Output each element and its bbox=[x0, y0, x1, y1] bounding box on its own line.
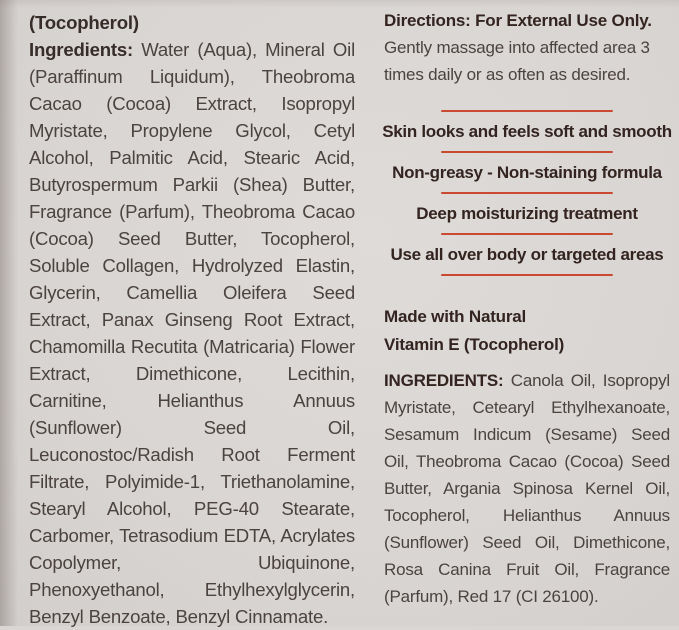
claim-text: Use all over body or targeted areas bbox=[390, 245, 664, 264]
ingredients-label: Ingredients: bbox=[29, 39, 134, 60]
made-with-heading bbox=[384, 303, 670, 359]
claims-section bbox=[384, 110, 670, 276]
ingredients-label-uppercase: INGREDIENTS: bbox=[384, 371, 504, 390]
left-ingredients-column bbox=[29, 9, 355, 630]
claim-text: Deep moisturizing treatment bbox=[416, 204, 638, 223]
vitamin-e-ingredients-paragraph bbox=[384, 367, 670, 610]
tocopherol-heading-fragment: (Tocopherol) bbox=[29, 12, 139, 33]
made-with-line-2: Vitamin E (Tocopherol) bbox=[384, 335, 565, 354]
made-with-line-1: Made with Natural bbox=[384, 307, 527, 326]
divider-line bbox=[441, 274, 613, 276]
claim-text: Skin looks and feels soft and smooth bbox=[382, 122, 672, 141]
ingredients-list: Water (Aqua), Mineral Oil (Paraffinum Liquidum), Theobroma Cacao (Cocoa) Extract, Isopropyl Myristate, Propylene Glycol, Cetyl Alcohol, Palmitic Acid, Stearic Acid, Butyrospermum Parkii (Shea) Butter, Fragrance (Parfum), Theobroma Cacao (Cocoa) Seed Butter, Tocopherol, Soluble Collagen, Hydrolyzed Elastin, Glycerin, Camellia Oleifera Seed Extract, Panax Ginseng Root Extract, Chamomilla Recutita (Matricaria) Flower Extract, Dimethicone, Lecithin, Carnitine, Helianthus Annuus (Sunflower) Seed Oil, Leuconostoc/Radish Root Ferment Filtrate, Polyimide-1, Triethanolamine, Stearyl Alcohol, PEG-40 Stearate, Carbomer, Tetrasodium EDTA, Acrylates Copolymer, Ubiquinone, Phenoxyethanol, Ethylhexylglycerin, Benzyl Benzoate, Benzyl Cinnamate. bbox=[29, 39, 356, 627]
right-info-column bbox=[384, 7, 670, 610]
claim-text: Non-greasy - Non-staining formula bbox=[392, 163, 662, 182]
ingredients-paragraph bbox=[29, 36, 355, 630]
vitamin-e-ingredients-list: Canola Oil, Isopropyl Myristate, Cetearyl Ethylhexanoate, Sesamum Indicum (Sesame) Seed Oil, Theobroma Cacao (Cocoa) Seed Butter, Argania Spinosa Kernel Oil, Tocopherol, Helianthus Annuus (Sunflower) Seed Oil, Dimethicone, Rosa Canina Fruit Oil, Fragrance (Parfum), Red 17 (CI 26100). bbox=[384, 371, 670, 606]
directions-text: Gently massage into affected area 3 times daily or as often as desired. bbox=[384, 38, 650, 84]
directions-heading: Directions: For External Use Only. bbox=[384, 11, 652, 30]
left-edge-shadow bbox=[0, 0, 18, 626]
